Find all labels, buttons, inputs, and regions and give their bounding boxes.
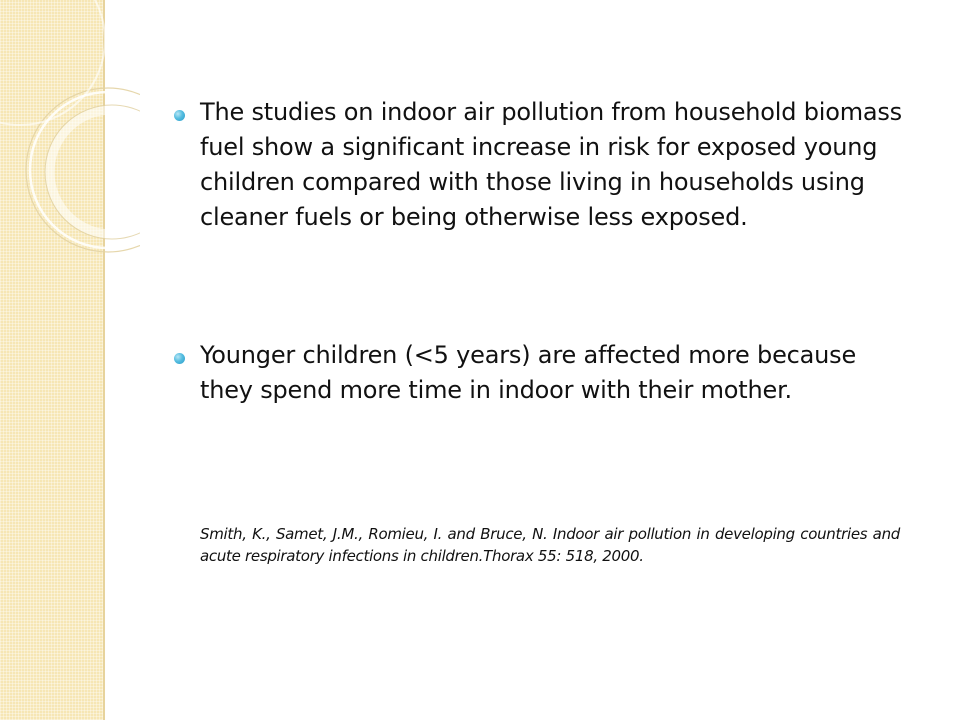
bullet-item xyxy=(170,95,915,235)
citation-text: Smith, K., Samet, J.M., Romieu, I. and Bruce, N. Indoor air pollution in developing countries and acute respiratory infections in children.Thorax 55: 518, 2000. xyxy=(200,525,900,565)
arc-ornament-icon xyxy=(0,0,140,260)
slide-content xyxy=(170,95,915,567)
bullet-dot-icon xyxy=(174,110,185,121)
bullet-dot-icon xyxy=(174,353,185,364)
bullet-text: The studies on indoor air pollution from household biomass fuel show a significant increase in risk for exposed young children compared with those living in households using cleaner fuels or being otherwise less exposed. xyxy=(200,98,902,231)
bullet-item xyxy=(170,338,915,408)
bullet-text: Younger children (<5 years) are affected more because they spend more time in indoor with their mother. xyxy=(200,341,857,404)
